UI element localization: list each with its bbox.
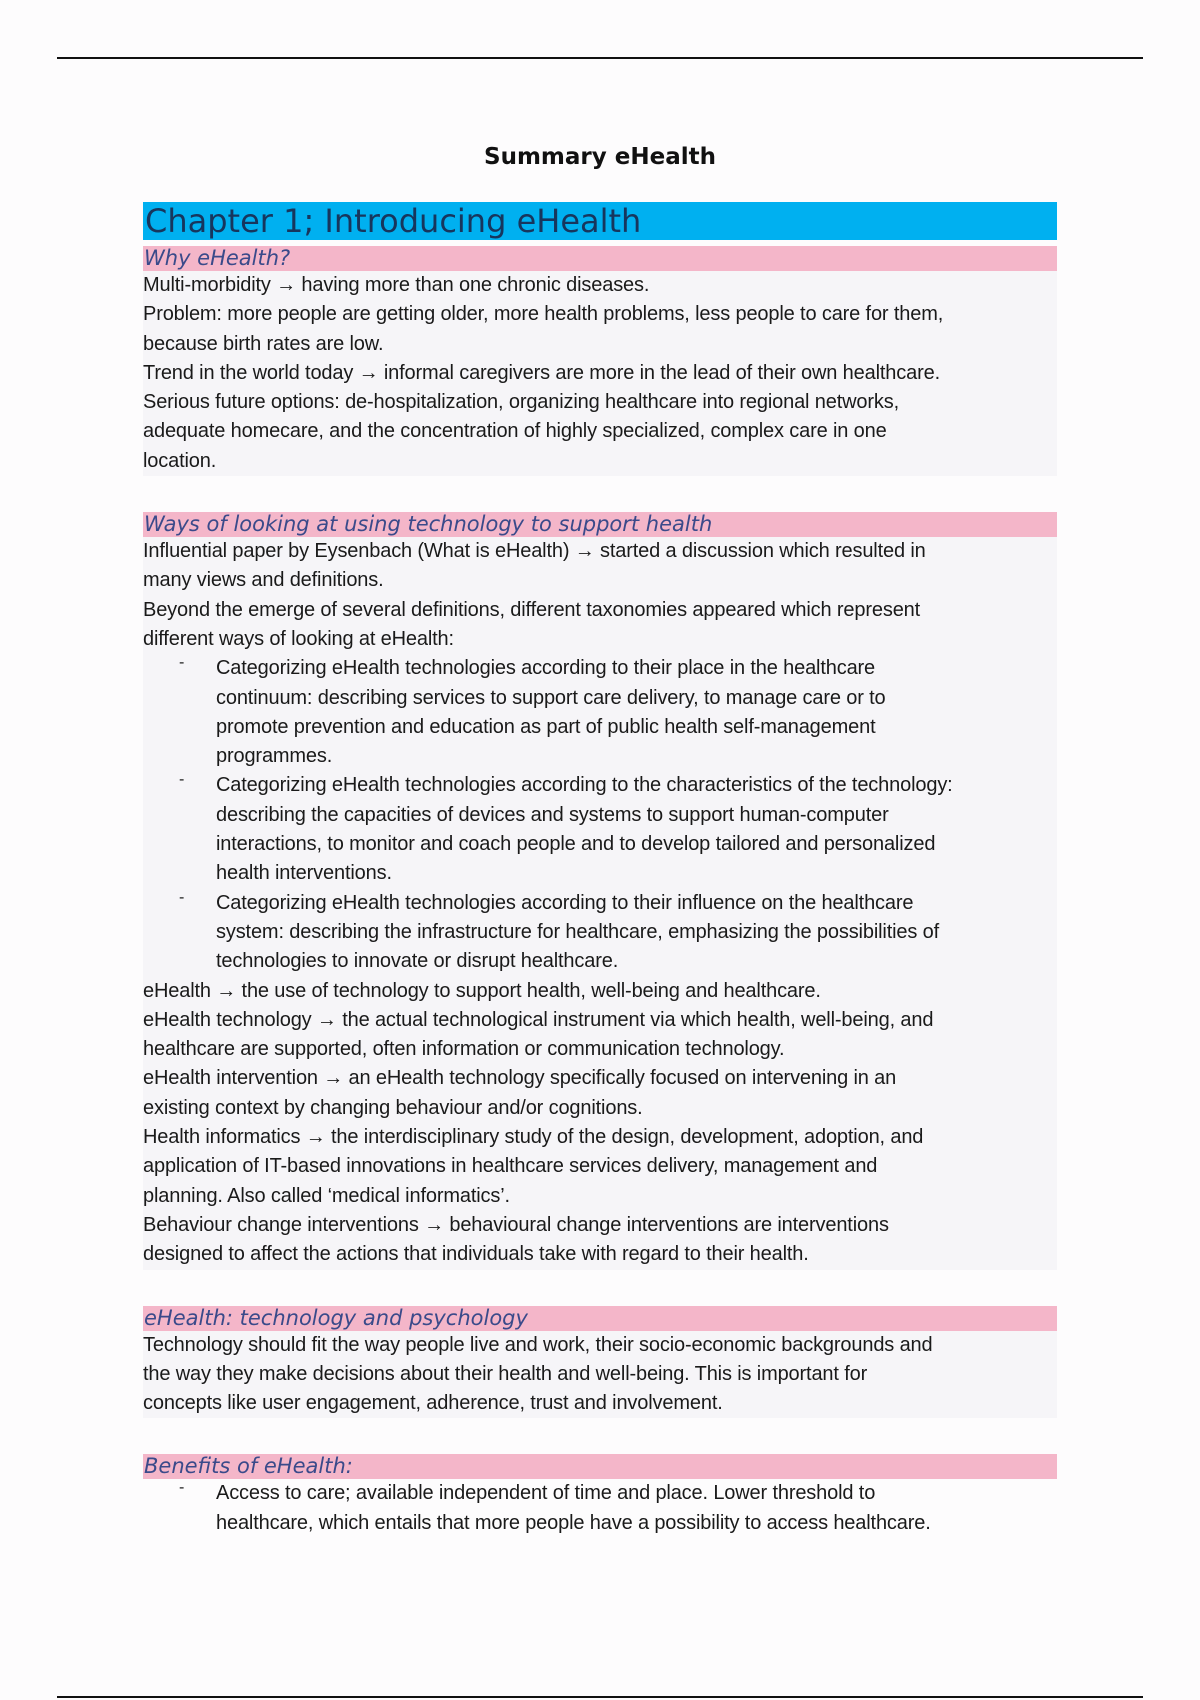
list-item (143, 889, 1057, 977)
section-heading-ways-of-looking: Ways of looking at using technology to support health (143, 512, 1057, 537)
text-line: eHealth → the use of technology to support health, well-being and healthcare. (143, 979, 821, 1002)
section-heading-technology-psychology: eHealth: technology and psychology (143, 1306, 1057, 1331)
bullet-dash: - (179, 888, 185, 906)
top-rule (57, 57, 1143, 59)
text-line: Problem: more people are getting older, more health problems, less people to care for them, (143, 303, 944, 326)
text-line: designed to affect the actions that individuals take with regard to their health. (143, 1243, 809, 1266)
chapter-heading: Chapter 1; Introducing eHealth (143, 202, 1057, 240)
section-body-technology-psychology (143, 1331, 1057, 1419)
text-line: interactions, to monitor and coach people and to develop tailored and personalized (216, 833, 936, 856)
text-line: system: describing the infrastructure for healthcare, emphasizing the possibilities of (216, 920, 940, 943)
text-line: health interventions. (216, 862, 392, 885)
section-heading-benefits: Benefits of eHealth: (143, 1454, 1057, 1479)
text-line: location. (143, 449, 217, 472)
bullet-dash: - (179, 1479, 185, 1497)
text-line: eHealth technology → the actual technological instrument via which health, well-being, and (143, 1008, 934, 1031)
text-line: Technology should fit the way people live and work, their socio-economic backgrounds and (143, 1333, 933, 1356)
text-line: Serious future options: de-hospitalization, organizing healthcare into regional networks, (143, 391, 899, 414)
text-line: concepts like user engagement, adherence, trust and involvement. (143, 1392, 723, 1415)
text-line: Categorizing eHealth technologies according to the characteristics of the technology: (216, 774, 953, 797)
text-line: Trend in the world today → informal caregivers are more in the lead of their own healthcare. (143, 361, 940, 384)
text-line: existing context by changing behaviour and/or cognitions. (143, 1096, 643, 1119)
text-line: Access to care; available independent of time and place. Lower threshold to (216, 1482, 876, 1505)
bottom-rule (57, 1696, 1143, 1698)
text-line: because birth rates are low. (143, 332, 384, 355)
text-line: the way they make decisions about their health and well-being. This is important for (143, 1362, 868, 1385)
text-line: Health informatics → the interdisciplinary study of the design, development, adoption, and (143, 1126, 924, 1149)
section-heading-why-ehealth: Why eHealth? (143, 246, 1057, 271)
list-item (143, 1479, 1057, 1538)
text-line: Behaviour change interventions → behavioural change interventions are interventions (143, 1213, 889, 1236)
text-line: continuum: describing services to support care delivery, to manage care or to (216, 686, 886, 709)
text-line: adequate homecare, and the concentration of highly specialized, complex care in one (143, 420, 887, 443)
bullet-dash: - (179, 654, 185, 672)
text-line: describing the capacities of devices and systems to support human-computer (216, 803, 889, 826)
text-line: healthcare, which entails that more people have a possibility to access healthcare. (216, 1511, 931, 1534)
section-body-why-ehealth (143, 271, 1057, 476)
section-body-ways-of-looking (143, 537, 1057, 1269)
text-line: Influential paper by Eysenbach (What is eHealth) → started a discussion which resulted in (143, 540, 926, 563)
text-line: eHealth intervention → an eHealth technology specifically focused on intervening in an (143, 1067, 897, 1090)
section-body-benefits (143, 1479, 1057, 1538)
text-line: technologies to innovate or disrupt healthcare. (216, 950, 619, 973)
text-line: Categorizing eHealth technologies according to their influence on the healthcare (216, 891, 914, 914)
text-line: different ways of looking at eHealth: (143, 627, 454, 650)
text-line: application of IT-based innovations in healthcare services delivery, management and (143, 1155, 878, 1178)
list-item (143, 771, 1057, 888)
text-line: many views and definitions. (143, 569, 384, 592)
document-body (143, 202, 1057, 1538)
text-line: healthcare are supported, often information or communication technology. (143, 1038, 785, 1061)
document-title: Summary eHealth (484, 144, 716, 170)
bullet-dash: - (179, 771, 185, 789)
text-line: Beyond the emerge of several definitions, different taxonomies appeared which represent (143, 598, 921, 621)
list-item (143, 654, 1057, 771)
text-line: promote prevention and education as part of public health self-management (216, 715, 876, 738)
text-line: Categorizing eHealth technologies according to their place in the healthcare (216, 657, 876, 680)
text-line: Multi-morbidity → having more than one chronic diseases. (143, 274, 650, 296)
text-line: planning. Also called ‘medical informatics’. (143, 1184, 510, 1207)
text-line: programmes. (216, 745, 333, 768)
